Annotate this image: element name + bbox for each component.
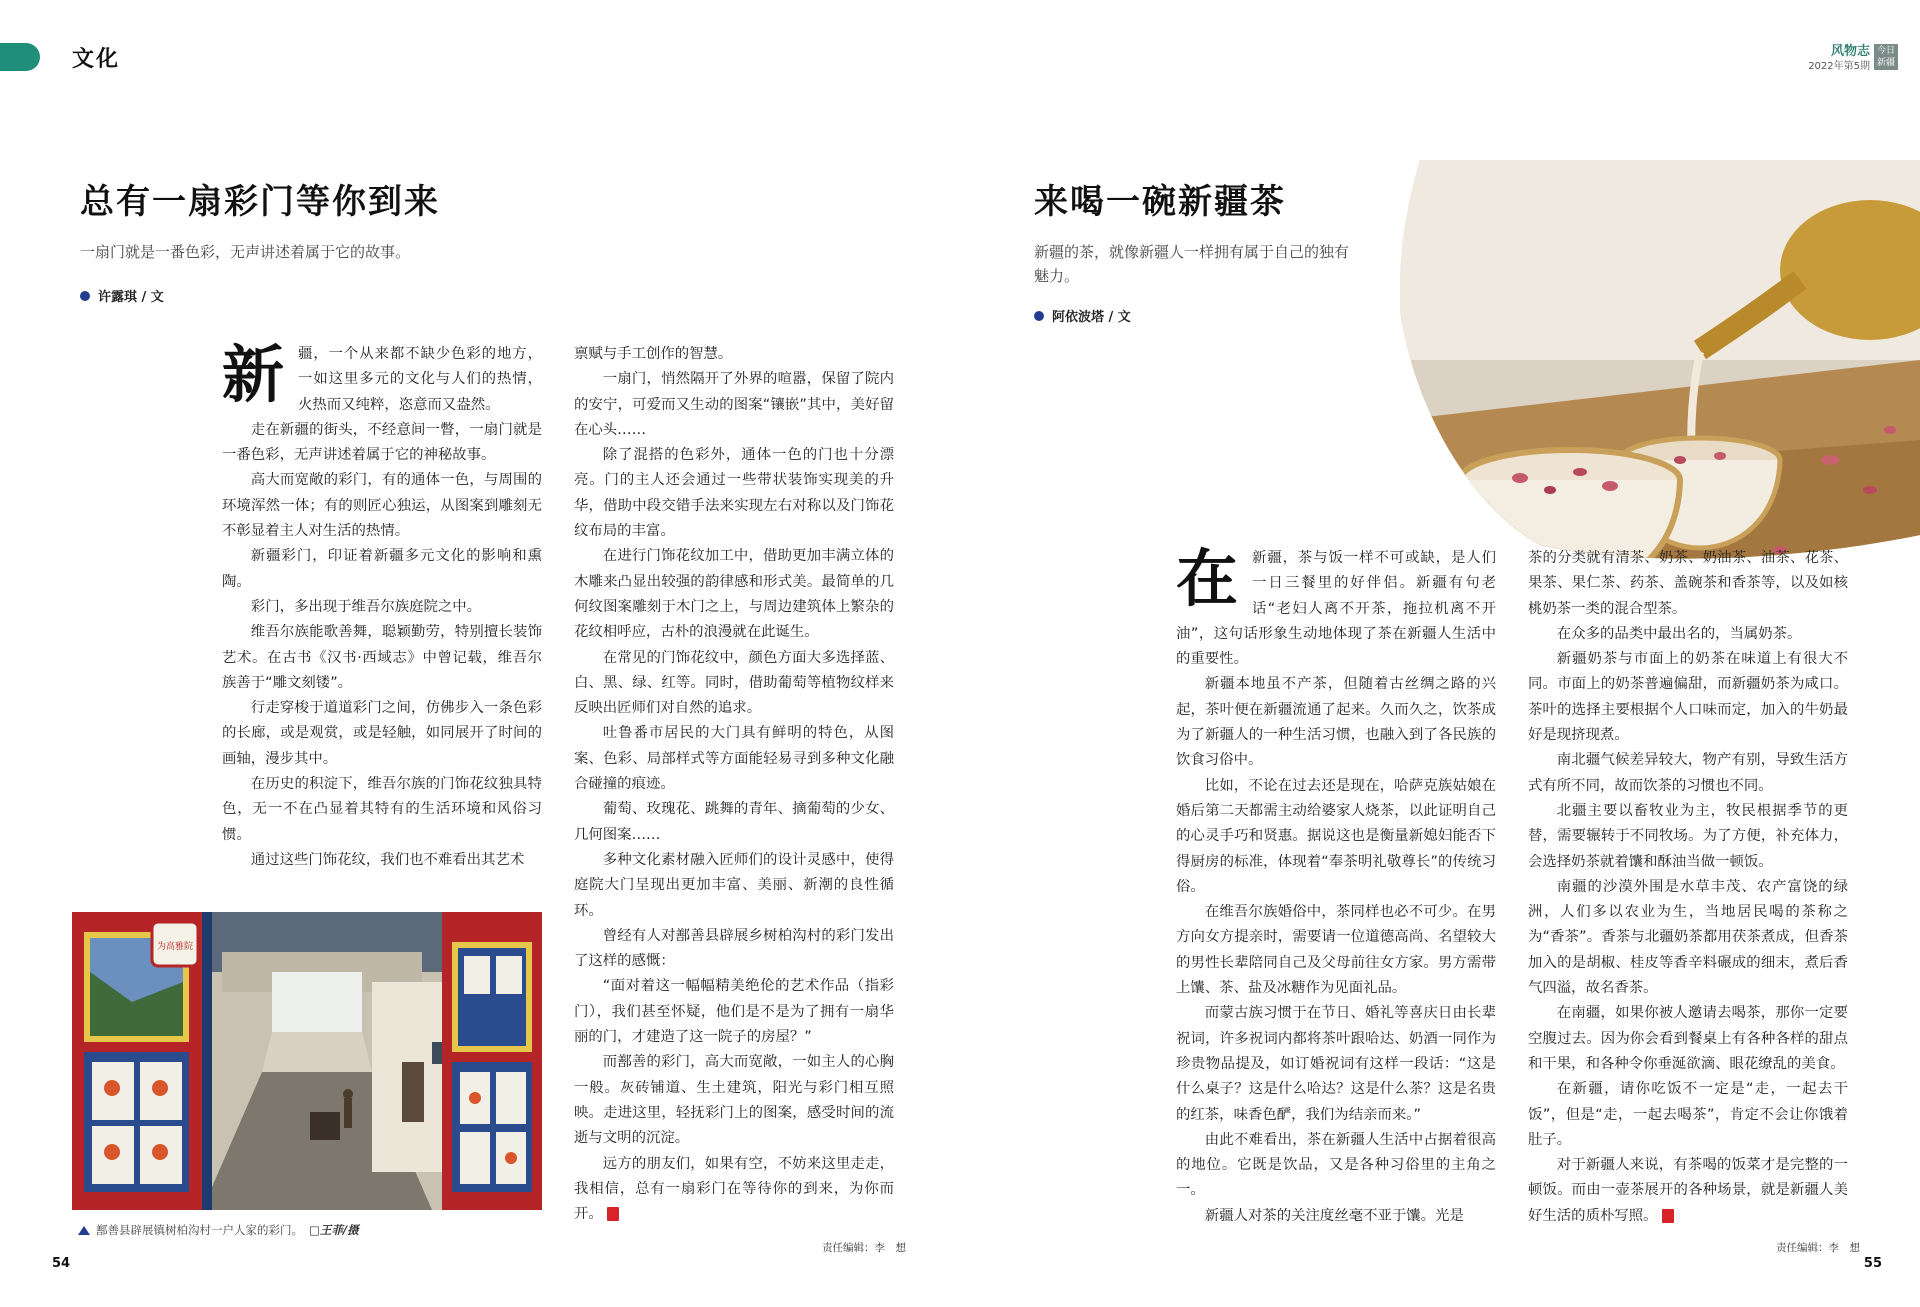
paragraph: 多种文化素材融入匠师们的设计灵感中，使得庭院大门呈现出更加丰富、美丽、新潮的良性循环。 [574, 851, 894, 919]
paragraph: 南北疆气候差异较大，物产有别，导致生活方式有所不同，故而饮茶的习惯也不同。 [1528, 752, 1848, 794]
caption-text: 鄯善县辟展镇树柏沟村一户人家的彩门。 [96, 1223, 303, 1237]
byline-dot-icon [80, 291, 90, 301]
section-label: 文化 [72, 46, 121, 72]
magazine-masthead [1808, 44, 1898, 73]
paragraph: 北疆主要以畜牧业为主，牧民根据季节的更替，需要辗转于不同牧场。为了方便，补充体力，会选择奶茶就着馕和酥油当做一顿饭。 [1528, 802, 1848, 870]
colorful-gate-photo [72, 912, 542, 1210]
paragraph: 禀赋与手工创作的智慧。 [574, 346, 733, 362]
right-article-title: 来喝一碗新疆茶 [1034, 182, 1286, 222]
right-article-byline [1034, 306, 1131, 325]
paragraph: 在历史的积淀下，维吾尔族的门饰花纹独具特色，无一不在凸显着其特有的生活环境和风俗习惯。 [222, 776, 542, 843]
right-editor-credit: 责任编辑：李 想 [1776, 1242, 1860, 1254]
paragraph: 在南疆，如果你被人邀请去喝茶，那你一定要空腹过去。因为你会看到餐桌上有各种各样的甜点和干果，和各种令你垂涎欲滴、眼花缭乱的美食。 [1528, 1005, 1848, 1072]
paragraph: 在进行门饰花纹加工中，借助更加丰满立体的木雕来凸显出较强的韵律感和形式美。最简单的几何纹图案雕刻于木门之上，与周边建筑体上繁杂的花纹相呼应，古朴的浪漫就在此诞生。 [574, 548, 894, 641]
paragraph: 茶的分类就有清茶、奶茶、奶油茶、油茶、花茶、果茶、果仁茶、药茶、盖碗茶和香茶等，以及如核桃奶茶一类的混合型茶。 [1528, 550, 1848, 617]
page-number-left: 54 [52, 1256, 71, 1271]
paragraph: 在常见的门饰花纹中，颜色方面大多选择蓝、白、黑、绿、红等。同时，借助葡萄等植物纹样来反映出匠师们对自然的追求。 [574, 649, 894, 717]
paragraph: 而蒙古族习惯于在节日、婚礼等喜庆日由长辈祝词，许多祝词内都将茶叶跟哈达、奶酒一同作为珍贵物品提及，如订婚祝词有这样一段话：“这是什么桌子？这是什么哈达？这是什么茶？这是名贵的红茶，味香色酽，我们为结亲而来。” [1176, 1005, 1496, 1123]
photo-caption [78, 1222, 359, 1238]
paragraph [1528, 1153, 1848, 1229]
paragraph: 一扇门，悄然隔开了外界的喧嚣，保留了院内的安宁，可爱而又生动的图案“镶嵌”其中，美好留在心头…… [574, 371, 894, 438]
paragraph: 在众多的品类中最出名的，当属奶茶。 [1556, 625, 1802, 642]
left-article-dropcap: 新 [222, 338, 285, 411]
paragraph: 走在新疆的街头，不经意间一瞥，一扇门就是一番色彩，无声讲述着属于它的神秘故事。 [222, 421, 542, 464]
left-editor-credit: 责任编辑：李 想 [822, 1242, 906, 1254]
paragraph: 曾经有人对鄯善县辟展乡树柏沟村的彩门发出了这样的感慨： [574, 927, 894, 970]
paragraph: “面对着这一幅幅精美绝伦的艺术作品（指彩门），我们甚至怀疑，他们是不是为了拥有一扇华丽的门，才建造了这一院子的房屋？” [574, 978, 894, 1046]
section-tab-marker [0, 43, 40, 71]
left-article-subtitle: 一扇门就是一番色彩，无声讲述着属于它的故事。 [80, 243, 411, 261]
paragraph: 在维吾尔族婚俗中，茶同样也必不可少。在男方向女方提亲时，需要请一位道德高尚、名望较大的男性长辈陪同自己及父母前往女方家。男方需带上馕、茶、盐及冰糖作为见面礼品。 [1176, 904, 1496, 997]
paragraph: 新疆奶茶与市面上的奶茶在味道上有很大不同。市面上的奶茶普遍偏甜，而新疆奶茶为咸口。茶叶的选择主要根据个人口味而定，加入的牛奶最好是现挤现煮。 [1528, 651, 1848, 744]
magazine-issue: 2022年第5期 [1808, 61, 1870, 72]
left-article-byline [80, 286, 164, 305]
page-number-right: 55 [1863, 1256, 1882, 1271]
paragraph: 新疆，茶与饭一样不可或缺，是人们一日三餐里的好伴侣。新疆有句老话“老妇人离不开茶，拖拉机离不开油”，这句话形象生动地体现了茶在新疆人生活中的重要性。 [1176, 550, 1496, 668]
magazine-name: 风物志 [1830, 44, 1870, 59]
paragraph: 通过这些门饰花纹，我们也不难看出其艺术 [250, 851, 525, 868]
paragraph: 比如，不论在过去还是现在，哈萨克族姑娘在婚后第二天都需主动给婆家人烧茶，以此证明自己的心灵手巧和贤惠。据说这也是衡量新媳妇能否下得厨房的标准，体现着“奉茶明礼敬尊长”的传统习俗。 [1176, 777, 1496, 895]
right-article-subtitle: 新疆的茶，就像新疆人一样拥有属于自己的独有魅力。 [1034, 243, 1350, 285]
left-article-column-1 [222, 338, 542, 873]
magazine-logo: 今日新疆 [1874, 44, 1898, 70]
left-article-column-2 [574, 342, 894, 1227]
right-article-author: 阿依波塔 / 文 [1052, 310, 1131, 325]
caption-triangle-icon [78, 1226, 90, 1235]
paragraph: 在新疆，请你吃饭不一定是“走，一起去干饭”，但是“走，一起去喝茶”，肯定不会让你饿着肚子。 [1528, 1081, 1848, 1148]
closing-paragraph: 远方的朋友们，如果有空，不妨来这里走走，我相信，总有一扇彩门在等待你的到来，为你而开。 [574, 1155, 894, 1223]
gate-sign-text: 为高雅院 [156, 942, 194, 952]
paragraph: 新疆本地虽不产茶，但随着古丝绸之路的兴起，茶叶便在新疆流通了起来。久而久之，饮茶成为了新疆人的一种生活习惯，也融入到了各民族的饮食习俗中。 [1176, 676, 1496, 769]
paragraph: 维吾尔族能歌善舞，聪颖勤劳，特别擅长装饰艺术。在古书《汉书·西域志》中曾记载，维吾尔族善于“雕文刻镂”。 [222, 624, 542, 691]
left-article-title: 总有一扇彩门等你到来 [80, 182, 440, 222]
paragraph: 行走穿梭于道道彩门之间，仿佛步入一条色彩的长廊，或是观赏，或是轻触，如同展开了时间的画轴，漫步其中。 [222, 700, 542, 767]
paragraph: 高大而宽敞的彩门，有的通体一色，与周围的环境浑然一体；有的则匠心独运，从图案到雕刻无不彰显着主人对生活的热情。 [222, 472, 542, 540]
paragraph: 由此不难看出，茶在新疆人生活中占据着很高的地位。它既是饮品，又是各种习俗里的主角之一。 [1176, 1131, 1496, 1199]
byline-dot-icon [1034, 311, 1044, 321]
right-article-dropcap: 在 [1176, 542, 1239, 615]
paragraph: 葡萄、玫瑰花、跳舞的青年、摘葡萄的少女、几何图案…… [574, 801, 894, 843]
paragraph: 吐鲁番市居民的大门具有鲜明的特色，从图案、色彩、局部样式等方面能轻易寻到多种文化融合碰撞的痕迹。 [574, 725, 894, 793]
paragraph: 彩门，多出现于维吾尔族庭院之中。 [250, 598, 482, 615]
paragraph: 而鄯善的彩门，高大而宽敞，一如主人的心胸一般。灰砖铺道、生土建筑，阳光与彩门相互照映。走进这里，轻抚彩门上的图案，感受时间的流逝与文明的沉淀。 [574, 1054, 894, 1147]
paragraph: 除了混搭的色彩外，通体一色的门也十分漂亮。门的主人还会通过一些带状装饰实现美的升华，借助中段交错手法来实现左右对称以及门饰花纹布局的丰富。 [574, 447, 894, 540]
paragraph: 南疆的沙漠外围是水草丰茂、农产富饶的绿洲，人们多以农业为生，当地居民喝的茶称之为“香茶”。香茶与北疆奶茶都用茯茶煮成，但香茶加入的是胡椒、桂皮等香辛料碾成的细末，煮后香气四溢，故名香茶。 [1528, 878, 1848, 997]
end-mark-icon [607, 1207, 619, 1221]
paragraph [574, 1152, 894, 1228]
paragraph: 新疆彩门，印证着新疆多元文化的影响和熏陶。 [222, 548, 542, 590]
photo-credit: □王菲/摄 [309, 1223, 359, 1237]
right-article-column-2 [1528, 546, 1848, 1229]
right-article-column-1 [1176, 542, 1496, 1229]
closing-paragraph: 对于新疆人来说，有茶喝的饭菜才是完整的一顿饭。而由一壶茶展开的各种场景，就是新疆人美好生活的质朴写照。 [1528, 1157, 1848, 1224]
paragraph: 疆，一个从来都不缺少色彩的地方，一如这里多元的文化与人们的热情，火热而又纯粹，恣意而又盎然。 [298, 346, 542, 413]
tea-photo [1400, 160, 1920, 580]
left-article-author: 许露琪 / 文 [98, 290, 164, 305]
end-mark-icon [1662, 1209, 1674, 1223]
paragraph: 新疆人对茶的关注度丝毫不亚于馕。光是 [1204, 1207, 1464, 1224]
